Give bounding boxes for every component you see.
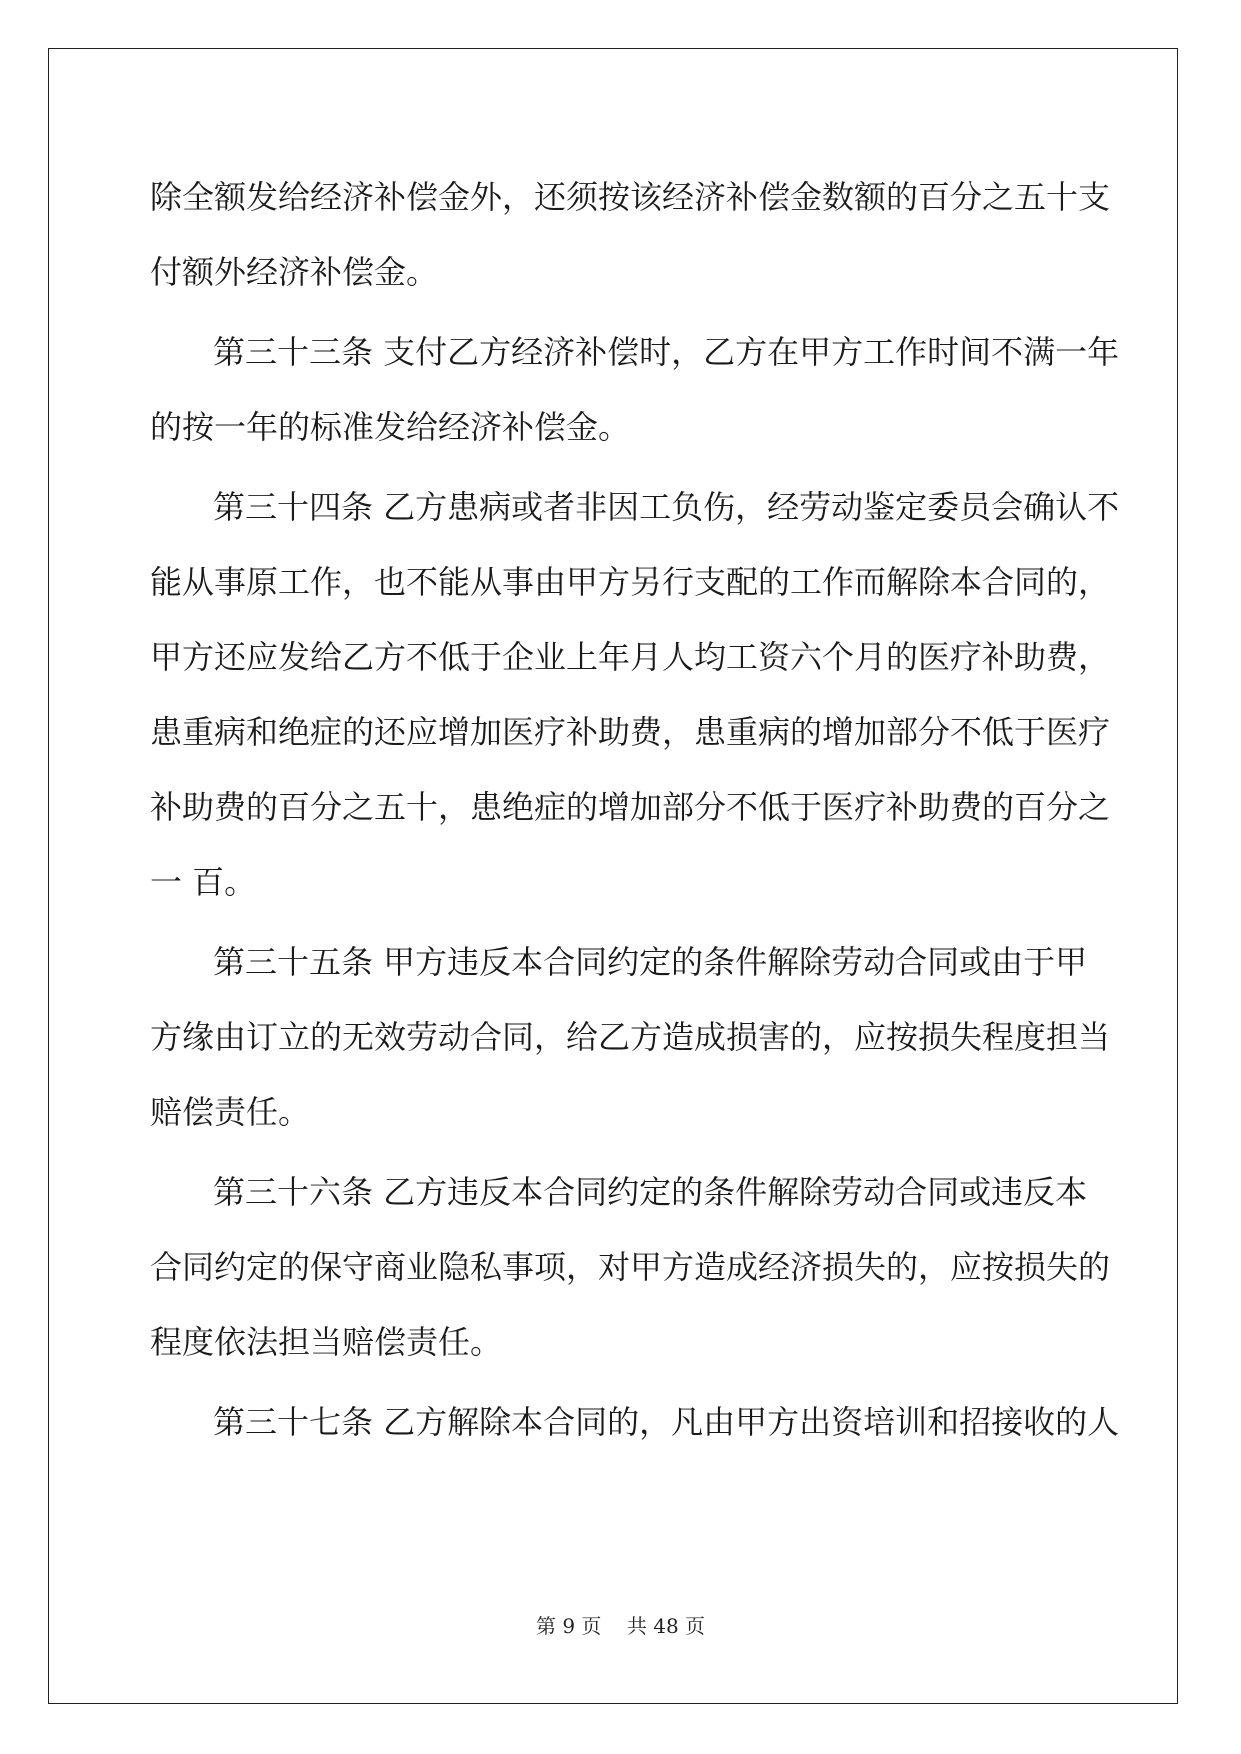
article-34-line-4: 患重病和绝症的还应增加医疗补助费，患重病的增加部分不低于医疗 [150, 713, 1111, 751]
page-number: 第 9 页 [535, 1614, 602, 1638]
article-34-line-5: 补助费的百分之五十，患绝症的增加部分不低于医疗补助费的百分之 [150, 788, 1111, 826]
document-body [150, 160, 1120, 1460]
article-35-line-1: 第三十五条 甲方违反本合同约定的条件解除劳动合同或由于甲 [213, 943, 1088, 981]
article-36-line-1: 第三十六条 乙方违反本合同约定的条件解除劳动合同或违反本 [213, 1173, 1088, 1211]
page-footer [0, 1612, 1241, 1640]
article-33-line-2: 的按一年的标准发给经济补偿金。 [150, 408, 631, 446]
article-33-line-1: 第三十三条 支付乙方经济补偿时，乙方在甲方工作时间不满一年 [213, 333, 1120, 371]
article-34-line-1: 第三十四条 乙方患病或者非因工负伤，经劳动鉴定委员会确认不 [213, 488, 1120, 526]
text-line-2: 付额外经济补偿金。 [150, 253, 439, 291]
article-34-line-3: 甲方还应发给乙方不低于企业上年月人均工资六个月的医疗补助费， [150, 638, 1111, 676]
article-34-line-6: 一 百。 [150, 863, 257, 901]
article-34-line-2: 能从事原工作，也不能从事由甲方另行支配的工作而解除本合同的， [150, 563, 1111, 601]
article-37-line-1: 第三十七条 乙方解除本合同的，凡由甲方出资培训和招接收的人 [213, 1403, 1120, 1441]
article-36-line-2: 合同约定的保守商业隐私事项，对甲方造成经济损失的，应按损失的 [150, 1248, 1111, 1286]
text-line-1: 除全额发给经济补偿金外，还须按该经济补偿金数额的百分之五十支 [150, 178, 1111, 216]
article-35-line-3: 赔偿责任。 [150, 1093, 311, 1131]
article-35-line-2: 方缘由订立的无效劳动合同，给乙方造成损害的，应按损失程度担当 [150, 1018, 1111, 1056]
page-total: 共 48 页 [626, 1614, 706, 1638]
article-36-line-3: 程度依法担当赔偿责任。 [150, 1323, 503, 1361]
